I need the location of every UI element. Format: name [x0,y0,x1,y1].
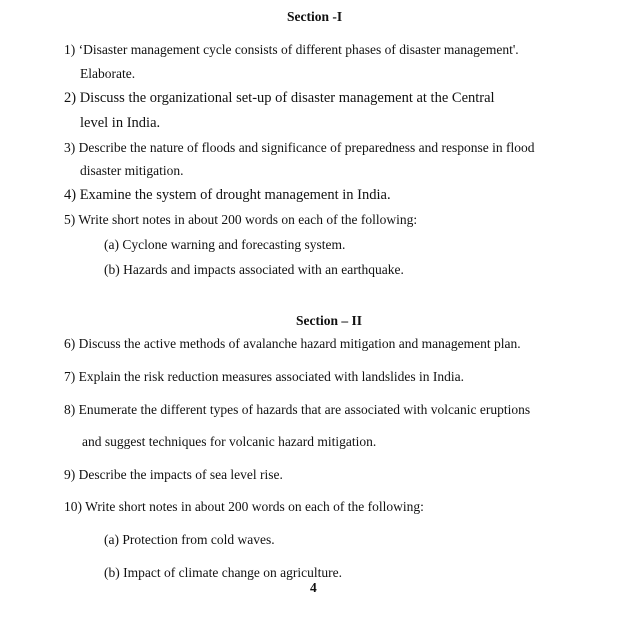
q7: 7) Explain the risk reduction measures associated with landslides in India. [64,369,465,384]
q8-line2: and suggest techniques for volcanic hazard mitigation. [82,434,377,449]
q3-line2: disaster mitigation. [80,163,184,178]
section-1-title: Section -I [287,9,343,24]
q10-line1: 10) Write short notes in about 200 words on each of the following: [64,499,424,514]
section-2-title: Section – II [296,313,363,328]
q5-a: (a) Cyclone warning and forecasting system. [104,237,346,252]
q1-line1: 1) ‘Disaster management cycle consists of different phases of disaster management'. [64,42,519,57]
q6: 6) Discuss the active methods of avalanche hazard mitigation and management plan. [64,336,521,351]
q10-a: (a) Protection from cold waves. [104,532,275,547]
q10-b: (b) Impact of climate change on agriculture. [104,565,343,580]
q3-line1: 3) Describe the nature of floods and significance of preparedness and response in flood [64,140,535,155]
q2-line2: level in India. [80,115,161,131]
q5-line1: 5) Write short notes in about 200 words on each of the following: [64,212,418,227]
q5-b: (b) Hazards and impacts associated with an earthquake. [104,262,404,277]
q8-line1: 8) Enumerate the different types of hazards that are associated with volcanic eruptions [64,402,531,417]
q2-line1: 2) Discuss the organizational set-up of disaster management at the Central [64,90,495,106]
q1-line2: Elaborate. [80,66,136,81]
q9: 9) Describe the impacts of sea level rise. [64,467,283,482]
q4-line1: 4) Examine the system of drought management in India. [64,187,391,203]
page-number: 4 [310,580,317,595]
